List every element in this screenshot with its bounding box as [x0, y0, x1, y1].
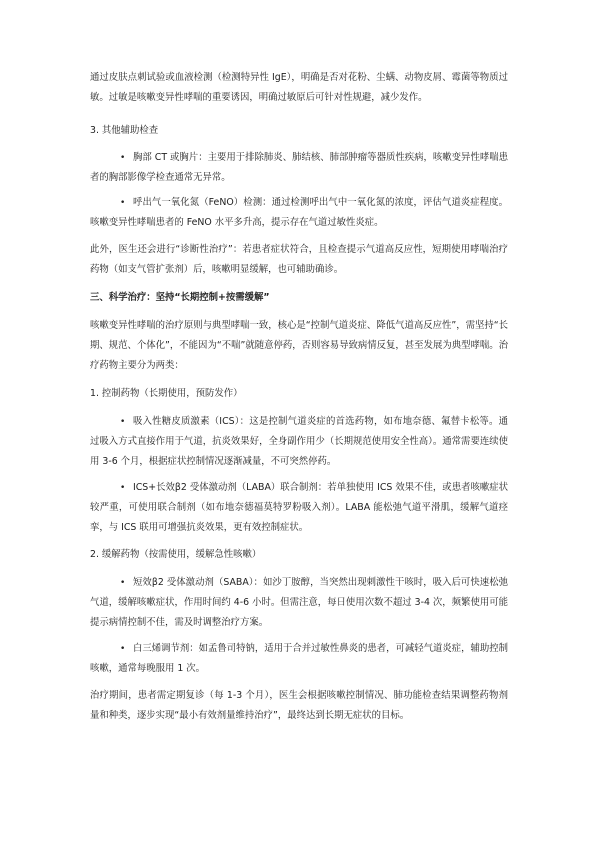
bullet-icon: • — [120, 198, 126, 208]
paragraph-saba: 短效β2 受体激动剂（SABA）：如沙丁胺醇，当突然出现刺激性干咳时，吸入后可快速松弛气道，缓解咳嗽症状，作用时间约 4-6 小时。但需注意，每日使用次数不超过 3-4 次，频繁使用可能提示病情控制不佳，需及时调整治疗方案。 — [90, 577, 508, 628]
bullet-icon: • — [120, 153, 126, 163]
paragraph-ics-laba: ICS+长效β2 受体激动剂（LABA）联合制剂：若单独使用 ICS 效果不佳，或患者咳嗽症状较严重，可使用联合制剂（如布地奈德福莫特罗粉吸入剂）。LABA 能松弛气道平滑肌，缓解气道痉挛，与 ICS 联用可增强抗炎效果，更有效控制症状。 — [90, 482, 508, 533]
paragraph-chest-ct: 胸部 CT 或胸片：主要用于排除肺炎、肺结核、肺部肿瘤等器质性疾病，咳嗽变异性哮喘患者的胸部影像学检查通常无异常。 — [90, 152, 508, 183]
section-heading-treatment: 三、科学治疗：坚持“长期控制+按需缓解” — [90, 292, 270, 303]
bullet-icon: • — [120, 483, 126, 493]
bullet-icon: • — [120, 644, 126, 654]
bullet-icon: • — [120, 578, 126, 588]
paragraph-follow-up: 治疗期间，患者需定期复诊（每 1-3 个月），医生会根据咳嗽控制情况、肺功能检查结果调整药物剂量和种类，逐步实现“最小有效剂量维持治疗”，最终达到长期无症状的目标。 — [90, 690, 508, 721]
paragraph-allergy-test: 通过皮肤点刺试验或血液检测（检测特异性 IgE），明确是否对花粉、尘螨、动物皮屑、霉菌等物质过敏。过敏是咳嗽变异性哮喘的重要诱因，明确过敏原后可针对性规避，减少发作。 — [90, 72, 508, 103]
paragraph-leukotriene: 白三烯调节剂：如孟鲁司特钠，适用于合并过敏性鼻炎的患者，可减轻气道炎症，辅助控制咳嗽，通常每晚服用 1 次。 — [90, 643, 509, 674]
bullet-icon: • — [120, 417, 126, 427]
heading-relief-drugs: 2. 缓解药物（按需使用，缓解急性咳嗽） — [90, 549, 262, 560]
paragraph-feno: 呼出气一氧化氮（FeNO）检测：通过检测呼出气中一氧化氮的浓度，评估气道炎症程度。咳嗽变异性哮喘患者的 FeNO 水平多升高，提示存在气道过敏性炎症。 — [90, 197, 508, 228]
paragraph-ics: 吸入性糖皮质激素（ICS）：这是控制气道炎症的首选药物，如布地奈德、氟替卡松等。通过吸入方式直接作用于气道，抗炎效果好，全身副作用少（长期规范使用安全性高）。通常需要连续使用 3-6 个月，根据症状控制情况逐渐减量，不可突然停药。 — [90, 416, 508, 467]
paragraph-treatment-principle: 咳嗽变异性哮喘的治疗原则与典型哮喘一致，核心是“控制气道炎症、降低气道高反应性”，需坚持“长期、规范、个体化”，不能因为“不喘”就随意停药，否则容易导致病情反复，甚至发展为典型哮喘。治疗药物主要分为两类： — [90, 320, 508, 371]
paragraph-diagnostic-treatment: 此外，医生还会进行“诊断性治疗”：若患者症状符合，且检查提示气道高反应性，短期使用哮喘治疗药物（如支气管扩张剂）后，咳嗽明显缓解，也可辅助确诊。 — [90, 244, 508, 275]
heading-control-drugs: 1. 控制药物（长期使用，预防发作） — [90, 388, 243, 399]
heading-other-exams: 3. 其他辅助检查 — [90, 125, 159, 136]
